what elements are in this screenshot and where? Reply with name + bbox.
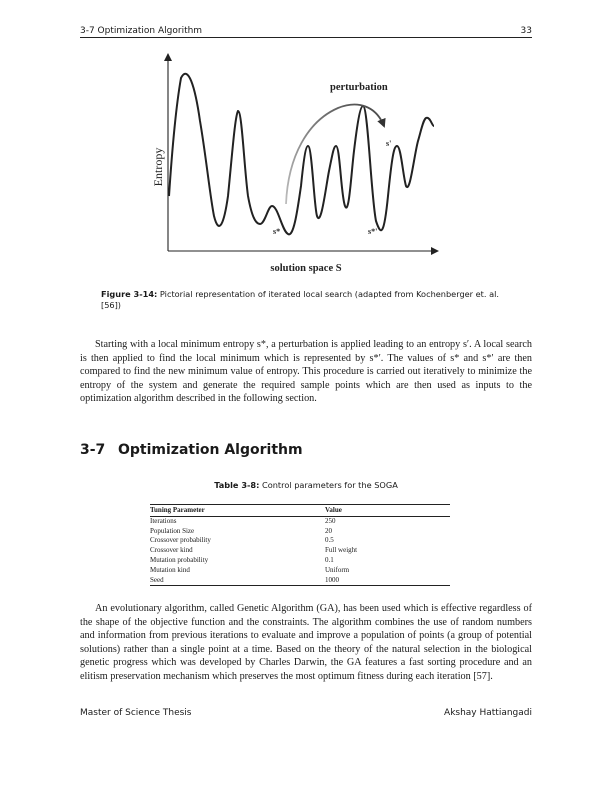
perturbation-label: perturbation [330,82,388,93]
figure-caption-label: Figure 3-14: [101,289,158,299]
figure-iterated-local-search [148,46,448,286]
control-parameters-table [150,504,450,586]
paragraph-text: Starting with a local minimum entropy s*, a perturbation is applied leading to an entropy s′. A local search is then applied to find the local minimum which is represented by s*′. The values of s* and s*′ are then compared to find the new minimum value of entropy. This procedure is carried out iteratively to minimize the entropy of the system and generate the required sample points which are then used as inputs to the optimization algorithm described in the following section. [80,339,532,404]
table-cell: 20 [325,526,332,535]
table-cell: Crossover kind [150,546,193,555]
table-cell: 1000 [325,576,450,586]
table-row [150,527,450,537]
figure-caption [101,289,511,311]
running-head: 3-7 Optimization Algorithm [80,26,203,36]
y-axis-label: Entropy [151,147,165,187]
footer-thesis-type: Master of Science Thesis [80,708,192,718]
page-header [80,24,532,38]
figure-caption-text: Pictorial representation of iterated local search (adapted from Kochenberger et. al. [56]) [101,289,499,310]
table-cell: Crossover probability [150,536,211,545]
column-header-value: Value [325,505,450,517]
table-cell: Mutation probability [150,555,209,564]
table-cell: Uniform [325,565,350,574]
s-prime-label: s' [386,139,392,148]
table-caption-label: Table 3-8: [214,480,260,490]
table-cell: 250 [325,516,336,525]
table-row [150,536,450,546]
table-row [150,576,450,586]
paragraph-text: An evolutionary algorithm, called Genetic Algorithm (GA), has been used which is effective regardless of the shape of the objective function and the constraints. The algorithm combines the use of random numbers and information from previous iterations to evaluate and improve a population of points (a group of potential solutions) rather than a single point at a time. Based on the theory of the natural selection in the biological genetic progress which was developed by Charles Darwin, the GA features a fast sorting procedure and an elitism preservation mechanism which preserves the most optimum fitness during each iteration [57]. [80,603,532,682]
s-star-prime-label: s*' [368,227,378,236]
table-caption-text: Control parameters for the SOGA [262,480,398,490]
table-cell: Full weight [325,546,358,555]
s-star-label: s* [273,227,281,236]
table-row [150,556,450,566]
table-row [150,566,450,576]
table-cell: Mutation kind [150,565,190,574]
table-cell: Population Size [150,526,195,535]
entropy-curve [169,74,434,235]
x-axis-label: solution space S [270,263,342,274]
section-heading [80,442,303,458]
table-cell: 0.1 [325,555,334,564]
column-header-parameter: Tuning Parameter [150,505,325,517]
page-number: 33 [520,26,532,36]
table-cell: 0.5 [325,536,334,545]
footer-author: Akshay Hattiangadi [444,708,532,718]
table-caption [80,480,532,490]
section-title-text: Optimization Algorithm [118,442,303,458]
table-cell: Iterations [150,516,177,525]
paragraph-genetic-algorithm [80,602,532,683]
table-header-row [150,505,450,517]
table-row [150,546,450,556]
section-number: 3-7 [80,442,106,458]
figure-svg [148,46,448,286]
header-rule [80,37,532,38]
table-row [150,516,450,526]
table-cell: Seed [150,576,325,586]
paragraph-iterated-local-search [80,338,532,406]
